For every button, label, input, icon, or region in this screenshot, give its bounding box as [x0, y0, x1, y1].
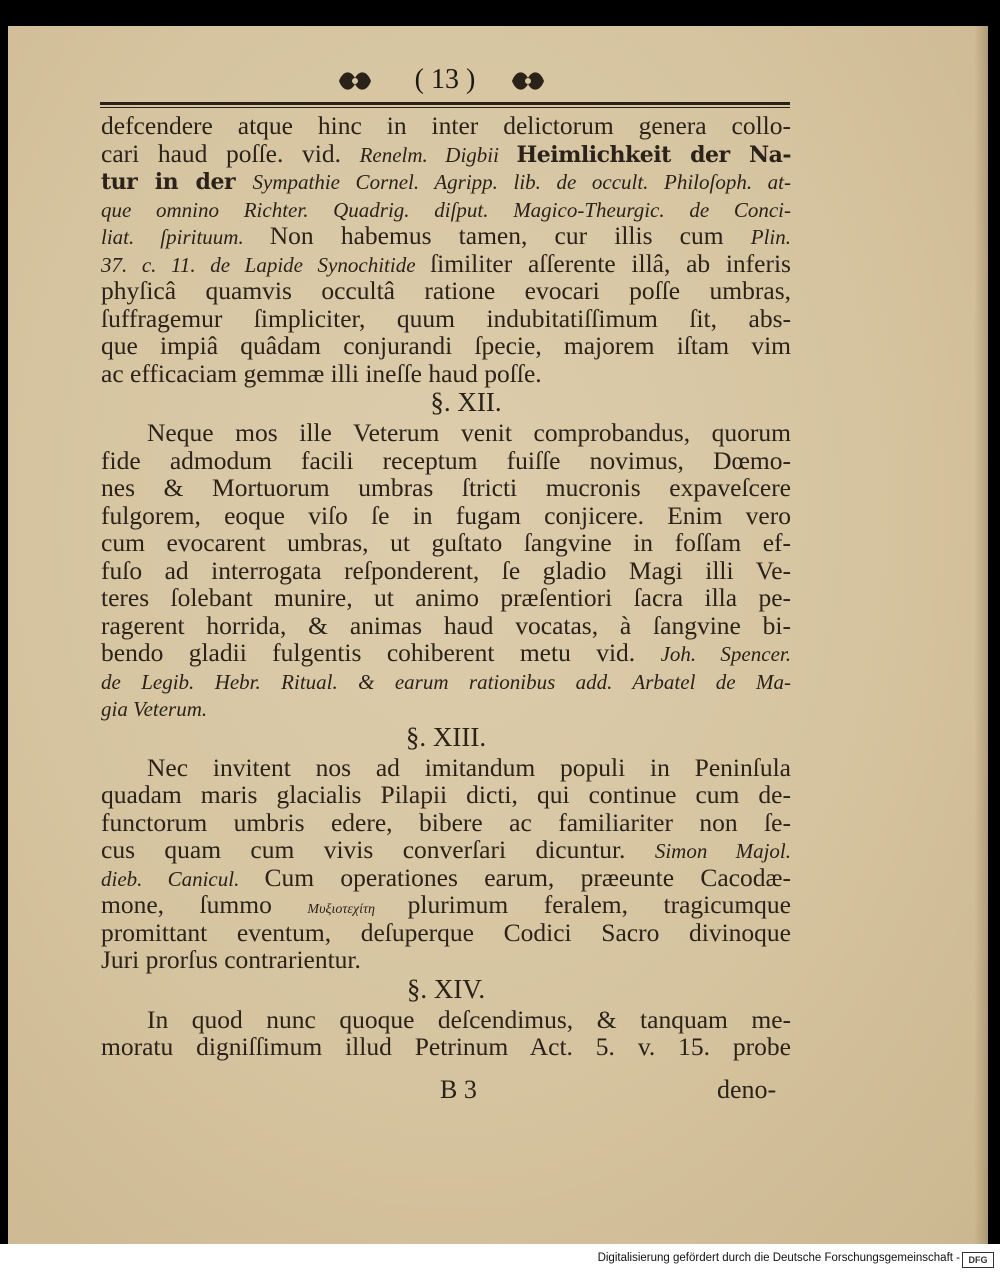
- text-segment: Nec invitent nos ad imitandum populi in Peninſula: [147, 752, 791, 782]
- text-line: [101, 332, 791, 360]
- text-segment: fuſo ad interrogata reſponderent, ſe gladio Magi illi Ve-: [101, 555, 791, 585]
- text-segment: fide admodum facili receptum fuiſſe novimus, Dœmo-: [101, 445, 791, 475]
- text-segment: ſimiliter aſſerente illâ, ab inferis: [430, 248, 791, 278]
- body-text: [101, 112, 791, 1061]
- text-segment: cum evocarent umbras, ut guſtato ſangvine in foſſam ef-: [101, 528, 791, 557]
- text-segment: promittant eventum, deſuperque Codici Sacro divinoque: [101, 917, 791, 947]
- text-segment: cus quam cum vivis converſari dicuntur.: [101, 835, 655, 864]
- text-segment: Cum operationes earum, præeunte Cacodæ-: [264, 862, 792, 892]
- section-heading: §. XII.: [430, 387, 502, 417]
- italic-reference: dieb. Canicul.: [101, 866, 265, 891]
- page-edge-shadow: [974, 26, 988, 1244]
- section-heading: §. XIII.: [405, 721, 487, 752]
- header-rule: [100, 102, 790, 105]
- italic-reference: 37. c. 11. de Lapide Synochitide: [101, 252, 431, 277]
- text-segment: Non habemus tamen, cur illis cum: [269, 221, 751, 250]
- italic-reference: Joh. Spencer.: [660, 642, 791, 666]
- text-segment: nes & Mortuorum umbras ſtricti mucronis expaveſcere: [101, 473, 791, 502]
- text-line: [101, 1006, 791, 1034]
- italic-reference: gia Veterum.: [101, 697, 208, 721]
- text-line: [101, 195, 791, 223]
- text-segment: Juri prorſus contrarientur.: [101, 945, 361, 974]
- fraktur-text: tur in der: [101, 169, 253, 195]
- text-line: [101, 754, 791, 782]
- text-segment: defcendere atque hinc in inter delictorum genera collo-: [101, 111, 791, 140]
- text-segment: fulgorem, eoque viſo ſe in fugam conjicere. Enim vero: [101, 500, 791, 530]
- italic-reference: que omnino Richter. Quadrig. diſput. Magico-Theurgic. de Conci-: [101, 197, 791, 222]
- text-line: [101, 557, 791, 585]
- text-line: [101, 864, 791, 892]
- text-segment: functorum umbris edere, bibere ac familiariter non ſe-: [101, 807, 791, 837]
- text-line: [101, 667, 791, 695]
- text-segment: In quod nunc quoque deſcendimus, & tanquam me-: [147, 1004, 791, 1034]
- text-line: [101, 447, 791, 475]
- text-segment: ſuffragemur ſimpliciter, quum indubitatiſſimum ſit, abs-: [101, 303, 791, 333]
- text-line: [101, 305, 791, 333]
- page-number: ( 13 ): [414, 64, 476, 95]
- italic-reference: Renelm. Digbii: [359, 142, 517, 167]
- footer-bar: [0, 1244, 1000, 1275]
- text-segment: ragerent horrida, & animas haud vocatas, à ſangvine bi-: [101, 610, 791, 640]
- text-line: [101, 639, 791, 667]
- text-line: [101, 222, 791, 250]
- text-line: [101, 474, 791, 502]
- text-segment: quadam maris glacialis Pilapii dicti, qui continue cum de-: [101, 780, 791, 809]
- text-line: [101, 891, 791, 919]
- text-line: [101, 250, 791, 278]
- text-segment: ac efficaciam gemmæ illi ineſſe haud poſſe.: [101, 358, 542, 388]
- text-line: [101, 360, 791, 388]
- text-line: [101, 781, 791, 809]
- italic-reference: Simon Majol.: [654, 839, 791, 863]
- text-segment: plurimum feralem, tragicumque: [407, 890, 791, 919]
- text-line: [101, 277, 791, 305]
- text-segment: phyſicâ quamvis occultâ ratione evocari poſſe umbras,: [101, 276, 791, 305]
- text-line: [101, 502, 791, 530]
- text-segment: cari haud poſſe. vid.: [101, 138, 360, 168]
- text-segment: moratu digniſſimum illud Petrinum Act. 5. v. 15. probe: [101, 1032, 791, 1061]
- italic-reference: de Legib. Hebr. Ritual. & earum rationibus add. Arbatel de Ma-: [101, 669, 791, 694]
- italic-reference: liat. ſpirituum.: [101, 225, 270, 249]
- text-line: [101, 419, 791, 447]
- text-segment: mone, ſummo: [101, 890, 308, 919]
- text-line: [101, 167, 791, 195]
- text-segment: que impiâ quâdam conjurandi ſpecie, majorem iſtam vim: [101, 331, 791, 360]
- text-line: [101, 1033, 791, 1061]
- right-ornament-icon: [508, 68, 548, 94]
- text-line: [101, 836, 791, 864]
- fraktur-text: Heimlichkeit der Na-: [516, 141, 792, 168]
- catchword: deno-: [717, 1075, 777, 1104]
- header-rule-thin: [100, 107, 790, 108]
- text-line: [101, 694, 791, 722]
- greek-word: Μυξιοτεχίτη: [307, 902, 408, 917]
- text-line: [101, 584, 791, 612]
- text-line: [101, 112, 791, 140]
- text-line: [101, 809, 791, 837]
- page-header: [100, 64, 790, 104]
- text-segment: teres ſolebant munire, ut animo præſentiori ſacra illa pe-: [101, 583, 791, 612]
- text-line: [101, 529, 791, 557]
- text-line: [101, 946, 791, 974]
- text-line: [101, 919, 791, 947]
- italic-reference: Plin.: [750, 225, 791, 249]
- text-segment: Neque mos ille Veterum venit comprobandus, quorum: [147, 418, 791, 447]
- section-heading: §. XIV.: [406, 973, 486, 1004]
- italic-reference: Sympathie Cornel. Agripp. lib. de occult. Philoſoph. at-: [252, 170, 791, 194]
- text-line: [101, 612, 791, 640]
- text-segment: bendo gladii fulgentis cohiberent metu vid.: [101, 638, 661, 667]
- footer-credit: Digitalisierung gefördert durch die Deutsche Forschungsgemeinschaft -: [597, 1252, 960, 1264]
- dfg-logo: DFG: [962, 1252, 994, 1268]
- signature-mark: B 3: [440, 1075, 477, 1104]
- text-line: [101, 140, 791, 168]
